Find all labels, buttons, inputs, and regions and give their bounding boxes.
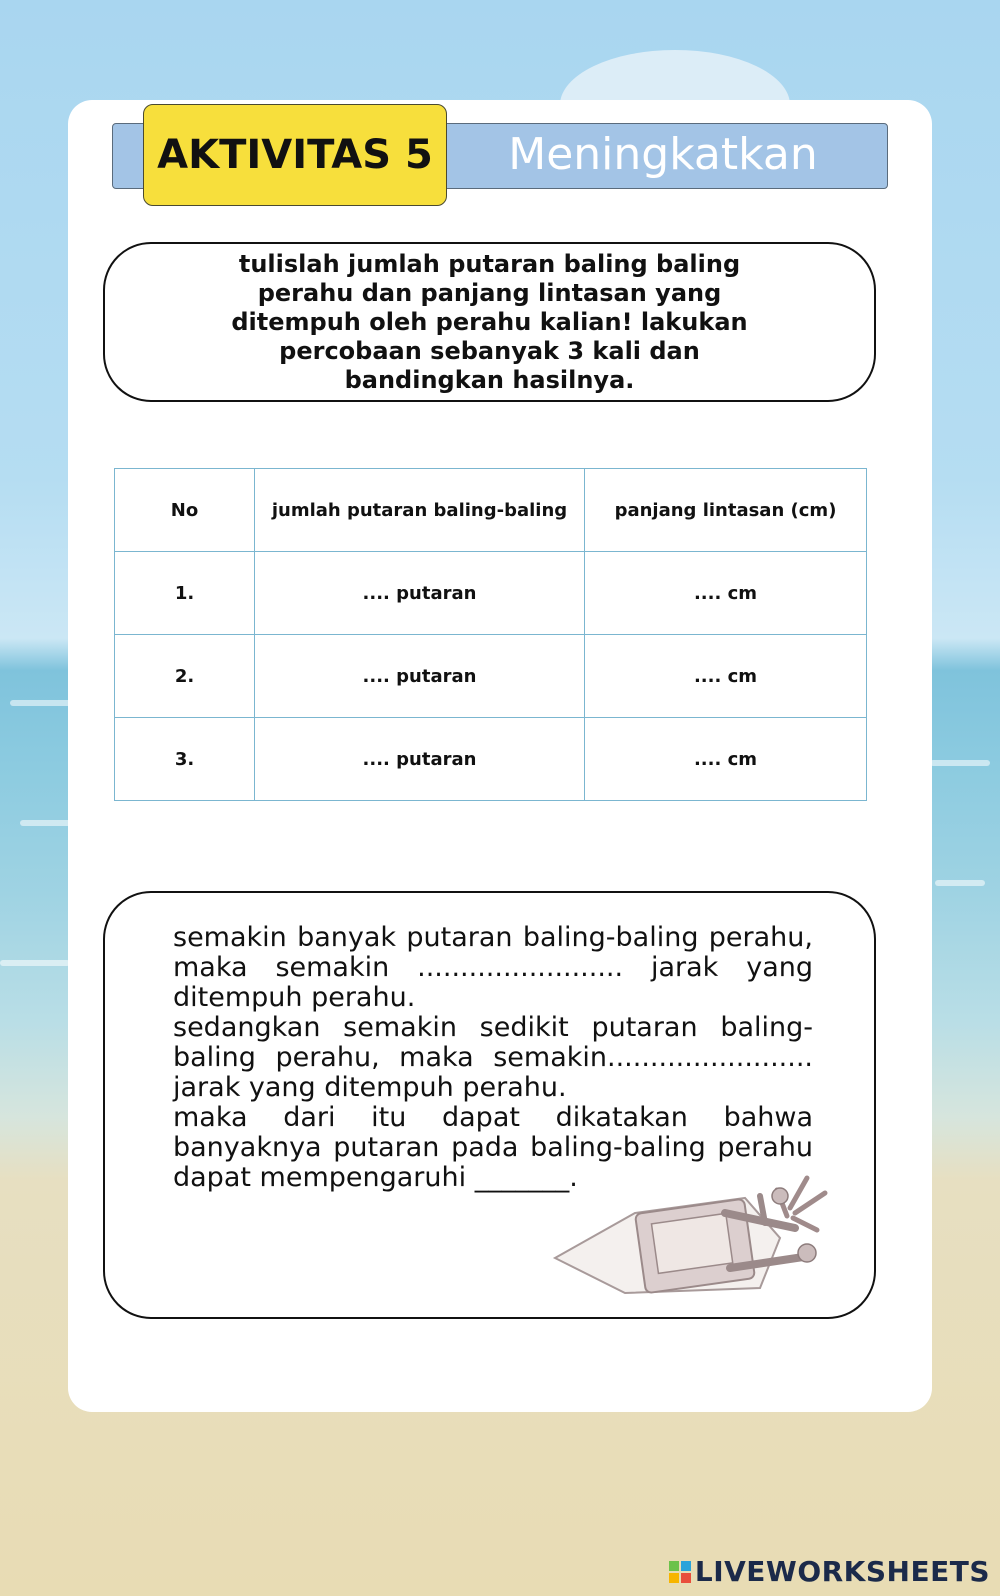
conclusion-text bbox=[173, 923, 813, 1193]
rotations-cell[interactable]: .... putaran bbox=[255, 552, 585, 635]
header-no: No bbox=[115, 469, 255, 552]
row-number: 1. bbox=[115, 552, 255, 635]
wave-decoration bbox=[930, 760, 990, 766]
instruction-box bbox=[103, 242, 876, 402]
distance-cell[interactable]: .... cm bbox=[585, 552, 867, 635]
results-table bbox=[114, 468, 867, 801]
conclusion-paragraph-1[interactable]: semakin banyak putaran baling-baling perahu, maka semakin ........................ jarak yang ditempuh perahu. bbox=[173, 922, 813, 1013]
table-header-row bbox=[115, 469, 867, 552]
row-number: 3. bbox=[115, 718, 255, 801]
table-row bbox=[115, 635, 867, 718]
row-number: 2. bbox=[115, 635, 255, 718]
rotations-cell[interactable]: .... putaran bbox=[255, 718, 585, 801]
liveworksheets-watermark bbox=[669, 1555, 990, 1588]
distance-cell[interactable]: .... cm bbox=[585, 718, 867, 801]
wave-decoration bbox=[0, 960, 70, 966]
table-row bbox=[115, 552, 867, 635]
wave-decoration bbox=[935, 880, 985, 886]
header-distance: panjang lintasan (cm) bbox=[585, 469, 867, 552]
boat-illustration bbox=[545, 1168, 845, 1318]
watermark-text: LIVEWORKSHEETS bbox=[694, 1555, 990, 1588]
distance-cell[interactable]: .... cm bbox=[585, 635, 867, 718]
header-rotations: jumlah putaran baling-baling bbox=[255, 469, 585, 552]
liveworksheets-logo-icon bbox=[669, 1561, 691, 1583]
conclusion-paragraph-2[interactable]: sedangkan semakin sedikit putaran baling-baling perahu, maka semakin........................ jarak yang ditempuh perahu. bbox=[173, 1012, 813, 1103]
instruction-text: tulislah jumlah putaran baling baling perahu dan panjang lintasan yang ditempuh oleh perahu kalian! lakukan percobaan sebanyak 3 kali dan bandingkan hasilnya. bbox=[231, 249, 748, 394]
activity-title: AKTIVITAS 5 bbox=[143, 104, 447, 206]
table-row bbox=[115, 718, 867, 801]
conclusion-paragraph-3[interactable]: maka dari itu dapat dikatakan bahwa banyaknya putaran pada baling-baling perahu dapat mempengaruhi _______. bbox=[173, 1102, 813, 1193]
rotations-cell[interactable]: .... putaran bbox=[255, 635, 585, 718]
header-subtitle: Meningkatkan bbox=[508, 129, 818, 180]
